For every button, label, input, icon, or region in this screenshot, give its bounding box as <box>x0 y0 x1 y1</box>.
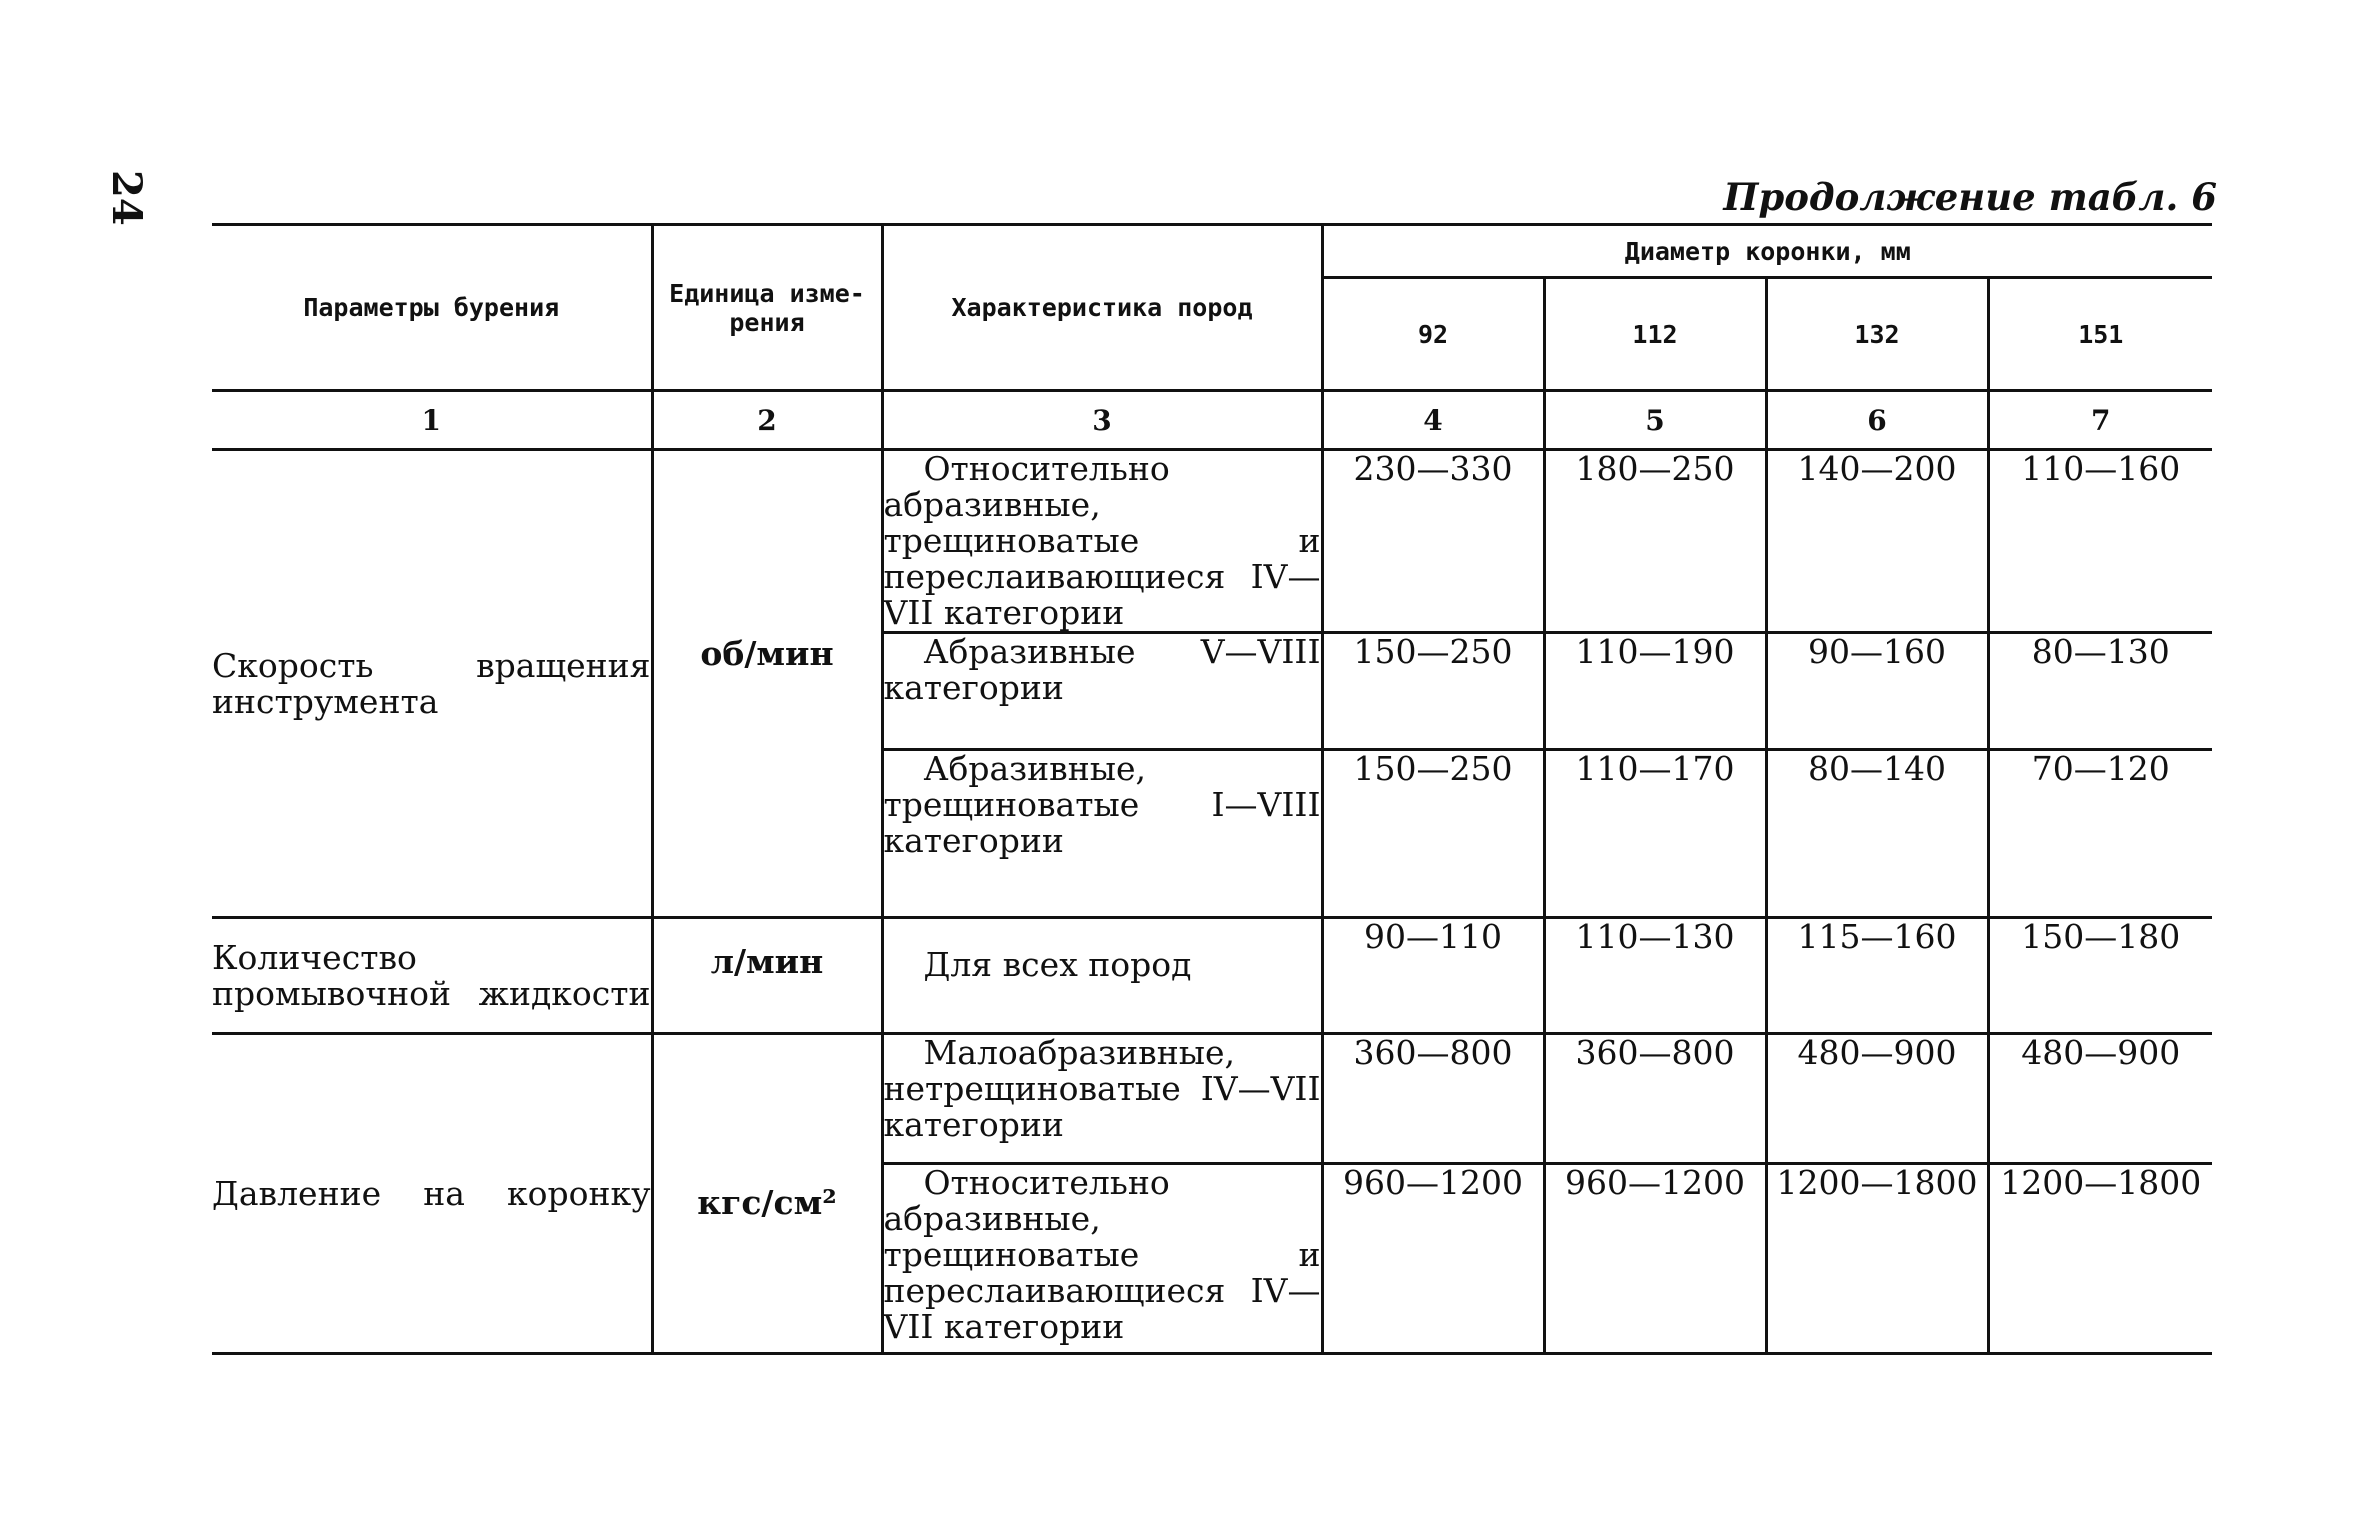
header-diameter: 112 <box>1544 278 1766 391</box>
table-row <box>212 1034 2212 1164</box>
value-cell: 230—330 <box>1322 450 1544 633</box>
value-cell: 70—120 <box>1988 750 2212 918</box>
value-cell: 110—130 <box>1544 918 1766 1034</box>
value-cell: 110—170 <box>1544 750 1766 918</box>
param-cell: Давление на коронку <box>212 1034 652 1354</box>
drilling-parameters-table <box>212 223 2212 1355</box>
page-number: 24 <box>103 170 150 226</box>
param-cell: Количество промывочной жидкости <box>212 918 652 1034</box>
rock-cell: Малоабразивные, нетрещиноватые IV—VII категории <box>882 1034 1322 1164</box>
column-number: 2 <box>652 391 882 450</box>
unit-cell: об/мин <box>652 450 882 918</box>
header-params: Параметры бурения <box>212 225 652 391</box>
value-cell: 110—160 <box>1988 450 2212 633</box>
rock-cell: Абразивные, трещиноватые I—VIII категории <box>882 750 1322 918</box>
unit-cell: кгс/см² <box>652 1034 882 1354</box>
header-diameter: 151 <box>1988 278 2212 391</box>
value-cell: 960—1200 <box>1544 1164 1766 1354</box>
column-number: 3 <box>882 391 1322 450</box>
rock-cell: Относительно абразивные, трещиноватые и переслаивающиеся IV—VII категории <box>883 449 1321 632</box>
column-number: 4 <box>1322 391 1544 450</box>
header-rock: Характеристика пород <box>882 225 1322 391</box>
header-diameter: 132 <box>1766 278 1988 391</box>
header-diameter: 92 <box>1322 278 1544 391</box>
value-cell: 150—250 <box>1322 633 1544 750</box>
table-row <box>212 450 2212 633</box>
value-cell: 150—180 <box>1988 918 2212 1034</box>
value-cell: 140—200 <box>1766 450 1988 633</box>
value-cell: 80—140 <box>1766 750 1988 918</box>
column-number: 7 <box>1988 391 2212 450</box>
rock-cell: Относительно абразивные, трещиноватые и переслаивающиеся IV—VII категории <box>882 1164 1322 1354</box>
value-cell: 1200—1800 <box>1766 1164 1988 1354</box>
table-row <box>212 918 2212 1034</box>
value-cell: 480—900 <box>1766 1034 1988 1164</box>
rock-cell: Для всех пород <box>882 918 1322 1034</box>
unit-cell: л/мин <box>652 918 882 1034</box>
rock-cell: Абразивные V—VIII категории <box>882 633 1322 750</box>
value-cell: 180—250 <box>1544 450 1766 633</box>
value-cell: 1200—1800 <box>1988 1164 2212 1354</box>
column-number: 5 <box>1544 391 1766 450</box>
value-cell: 480—900 <box>1988 1034 2212 1164</box>
value-cell: 110—190 <box>1544 633 1766 750</box>
value-cell: 90—160 <box>1766 633 1988 750</box>
value-cell: 115—160 <box>1766 918 1988 1034</box>
value-cell: 80—130 <box>1988 633 2212 750</box>
column-number: 6 <box>1766 391 1988 450</box>
table-caption: Продолжение табл. 6 <box>1723 175 2217 219</box>
column-number: 1 <box>212 391 652 450</box>
value-cell: 360—800 <box>1544 1034 1766 1164</box>
value-cell: 90—110 <box>1322 918 1544 1034</box>
value-cell: 960—1200 <box>1322 1164 1544 1354</box>
value-cell: 360—800 <box>1322 1034 1544 1164</box>
header-unit: Единица изме-рения <box>652 225 882 391</box>
value-cell: 150—250 <box>1322 750 1544 918</box>
header-diameter-group: Диаметр коронки, мм <box>1322 225 2212 278</box>
param-cell: Скорость вращения инструмента <box>212 450 652 918</box>
